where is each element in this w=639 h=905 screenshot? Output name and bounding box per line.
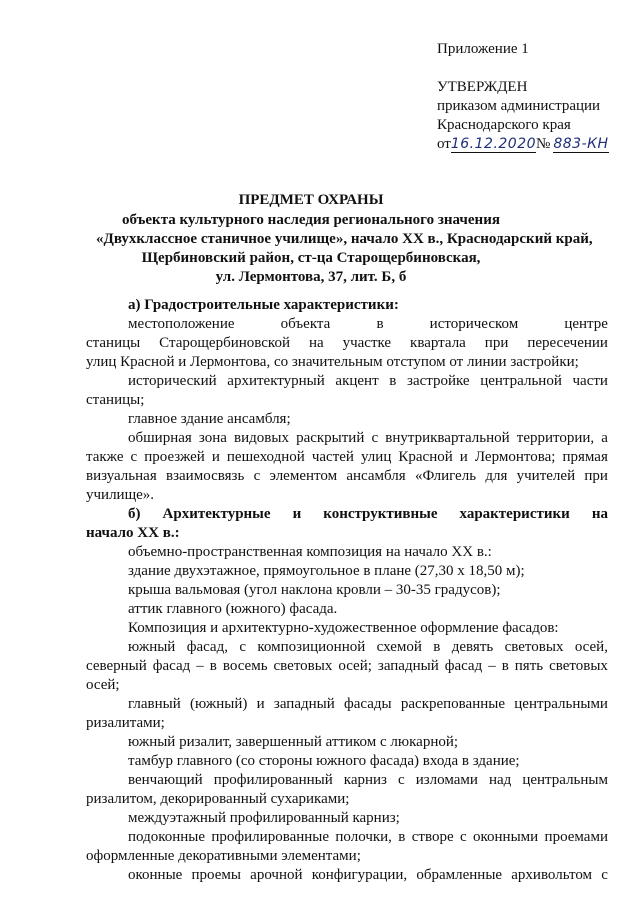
word: оконные: [128, 867, 183, 883]
number-prefix: №: [536, 136, 551, 152]
body-line: тамбур главного (со стороны южного фасада) входа в здание;: [128, 753, 520, 769]
word: конфигурации,: [311, 867, 408, 883]
word: участке: [342, 335, 392, 351]
word: северный: [86, 658, 147, 674]
word: обширная: [128, 430, 192, 446]
word: визуальная: [86, 468, 157, 484]
word: центральной: [480, 373, 562, 389]
justified-words: [128, 372, 608, 391]
order-line-2: Краснодарского края: [437, 117, 571, 133]
word: на: [591, 506, 608, 522]
word: проемами: [544, 829, 608, 845]
section-b-heading-cont: начало XX в.:: [86, 525, 180, 541]
word: световых: [549, 658, 608, 674]
justified-words: [86, 448, 608, 467]
word: учителей: [516, 468, 576, 484]
body-line: Композиция и архитектурно-художественное оформление фасадов:: [128, 620, 559, 636]
word: Архитектурные: [162, 506, 271, 522]
word: проезжей: [144, 449, 205, 465]
word: –: [488, 658, 496, 674]
word: фасады: [344, 696, 392, 712]
body-line: междуэтажный профилированный карниз;: [128, 810, 400, 826]
word: изломами: [415, 772, 478, 788]
body-line: здание двухэтажное, прямоугольное в плане (27,30 х 18,50 м);: [128, 563, 525, 579]
word: в: [209, 658, 217, 674]
handwritten-number: 883-КН: [553, 136, 609, 152]
word: световых: [273, 658, 333, 674]
body-line: ризалитами;: [86, 715, 165, 731]
word: местоположение: [128, 316, 235, 332]
word: (южный): [190, 696, 248, 712]
word: проемы: [191, 867, 241, 883]
word: в: [376, 316, 384, 332]
word: квартала: [410, 335, 466, 351]
body-line: [128, 429, 608, 448]
word: улиц: [360, 449, 392, 465]
word: и: [459, 449, 468, 465]
word: и: [211, 449, 220, 465]
word: в: [433, 639, 441, 655]
title-line-1: объекта культурного наследия регионального значения: [122, 212, 500, 228]
word: ансамбля: [346, 468, 406, 484]
body-line: [86, 467, 608, 486]
appendix-label: Приложение 1: [437, 41, 529, 57]
word: Красной: [398, 449, 453, 465]
justified-words: [128, 866, 608, 885]
word: также: [86, 449, 124, 465]
word: элементом: [269, 468, 338, 484]
word: профилированные: [211, 829, 330, 845]
body-line: [86, 657, 608, 676]
word: с: [601, 867, 608, 883]
word: оконными: [473, 829, 539, 845]
word: арочной: [250, 867, 303, 883]
word: видовых: [234, 430, 289, 446]
word: венчающий: [128, 772, 203, 788]
justified-words: [128, 828, 608, 847]
justified-words: [128, 695, 608, 714]
word: пересечении: [527, 335, 608, 351]
word: акцент: [335, 373, 379, 389]
word: главный: [128, 696, 181, 712]
order-line-1: приказом администрации: [437, 98, 601, 114]
word: взаимосвязь: [166, 468, 245, 484]
word: зона: [198, 430, 227, 446]
word: фасад,: [186, 639, 228, 655]
word: внутриквартальной: [385, 430, 510, 446]
word: схемой: [376, 639, 422, 655]
body-line: станицы;: [86, 392, 145, 408]
section-b-heading: [128, 505, 608, 524]
date-prefix: от: [437, 136, 451, 152]
word: карниз: [343, 772, 387, 788]
justified-words: [86, 657, 608, 676]
justified-words: [86, 334, 608, 353]
body-line: объемно-пространственная композиция на начало XX в.:: [128, 544, 492, 560]
body-line: [128, 695, 608, 714]
word: подоконные: [128, 829, 206, 845]
word: композиционной: [257, 639, 366, 655]
word: с: [239, 639, 247, 655]
word: архитектурный: [227, 373, 325, 389]
word: раскрепованные: [400, 696, 505, 712]
justified-words: [128, 315, 608, 334]
word: осей,: [574, 639, 608, 655]
word: –: [196, 658, 204, 674]
body-line: крыша вальмовая (угол наклона кровли – 30-35 градусов);: [128, 582, 501, 598]
word: створе: [411, 829, 454, 845]
word: территории,: [516, 430, 595, 446]
body-line: [128, 372, 608, 391]
word: характеристики: [459, 506, 570, 522]
justified-words: [128, 429, 608, 448]
title-line-4: ул. Лермонтова, 37, лит. Б, б: [215, 269, 407, 285]
body-line: главное здание ансамбля;: [128, 411, 291, 427]
word: западный: [377, 658, 439, 674]
word: при: [584, 468, 608, 484]
body-line: [128, 771, 608, 790]
body-line: [86, 448, 608, 467]
word: на: [308, 335, 324, 351]
word: «Флигель: [414, 468, 477, 484]
word: с: [398, 772, 405, 788]
word: застройке: [407, 373, 470, 389]
body-line: осей;: [86, 677, 120, 693]
word: и: [292, 506, 302, 522]
justified-words: [128, 771, 608, 790]
word: восемь: [222, 658, 268, 674]
word: девять: [451, 639, 494, 655]
word: в: [501, 658, 509, 674]
word: Старощербиновской: [159, 335, 290, 351]
word: архивольтом: [511, 867, 593, 883]
word: пять: [514, 658, 544, 674]
word: станицы: [86, 335, 141, 351]
word: с: [253, 468, 261, 484]
section-a-heading: а) Градостроительные характеристики:: [128, 297, 399, 313]
word: полочки,: [335, 829, 392, 845]
title-line-3: Щербиновский район, ст-ца Старощербиновская,: [141, 250, 481, 266]
word: а: [601, 430, 608, 446]
body-line: [86, 334, 608, 353]
word: прямая: [562, 449, 608, 465]
word: над: [488, 772, 512, 788]
body-line: южный ризалит, завершенный аттиком с люкарной;: [128, 734, 459, 750]
body-line: [128, 638, 608, 657]
word: историческом: [429, 316, 519, 332]
body-line: [128, 315, 608, 334]
word: центральными: [514, 696, 608, 712]
word: пешеходной: [226, 449, 305, 465]
word: световых: [504, 639, 564, 655]
word: центре: [564, 316, 608, 332]
word: южный: [128, 639, 176, 655]
approved-label: УТВЕРЖДЕН: [437, 79, 528, 95]
word: центральным: [522, 772, 608, 788]
word: при: [484, 335, 509, 351]
word: конструктивные: [323, 506, 438, 522]
word: с: [459, 829, 467, 845]
body-line: ризалитом, декорированный сухариками;: [86, 791, 350, 807]
word: фасад: [152, 658, 191, 674]
word: с: [130, 449, 138, 465]
body-line: [128, 866, 608, 885]
body-line: [128, 828, 608, 847]
word: западный: [273, 696, 335, 712]
word: раскрытий: [296, 430, 365, 446]
title-line-2: «Двухклассное станичное училище», начало XX в., Краснодарский край,: [96, 231, 593, 247]
word: с: [371, 430, 379, 446]
word: части: [572, 373, 608, 389]
word: и: [256, 696, 265, 712]
word: для: [485, 468, 508, 484]
word: исторический: [128, 373, 217, 389]
order-date-line: [437, 135, 609, 153]
body-line: улиц Красной и Лермонтова, со значительным отступом от линии застройки;: [86, 354, 579, 370]
word: фасад: [444, 658, 483, 674]
word: частей: [311, 449, 354, 465]
word: осей;: [338, 658, 372, 674]
word: в: [389, 373, 397, 389]
word: обрамленные: [416, 867, 503, 883]
document-title: ПРЕДМЕТ ОХРАНЫ: [238, 192, 384, 208]
word: Лермонтова;: [474, 449, 556, 465]
handwritten-date: 16.12.2020: [450, 136, 537, 152]
justified-words: [128, 638, 608, 657]
word: б): [128, 506, 141, 522]
justified-words: [128, 505, 608, 524]
word: объекта: [280, 316, 331, 332]
justified-words: [86, 467, 608, 486]
body-line: аттик главного (южного) фасада.: [128, 601, 338, 617]
word: в: [398, 829, 406, 845]
body-line: оформленные декоративными элементами;: [86, 848, 361, 864]
word: профилированный: [213, 772, 333, 788]
body-line: училище».: [86, 487, 155, 503]
